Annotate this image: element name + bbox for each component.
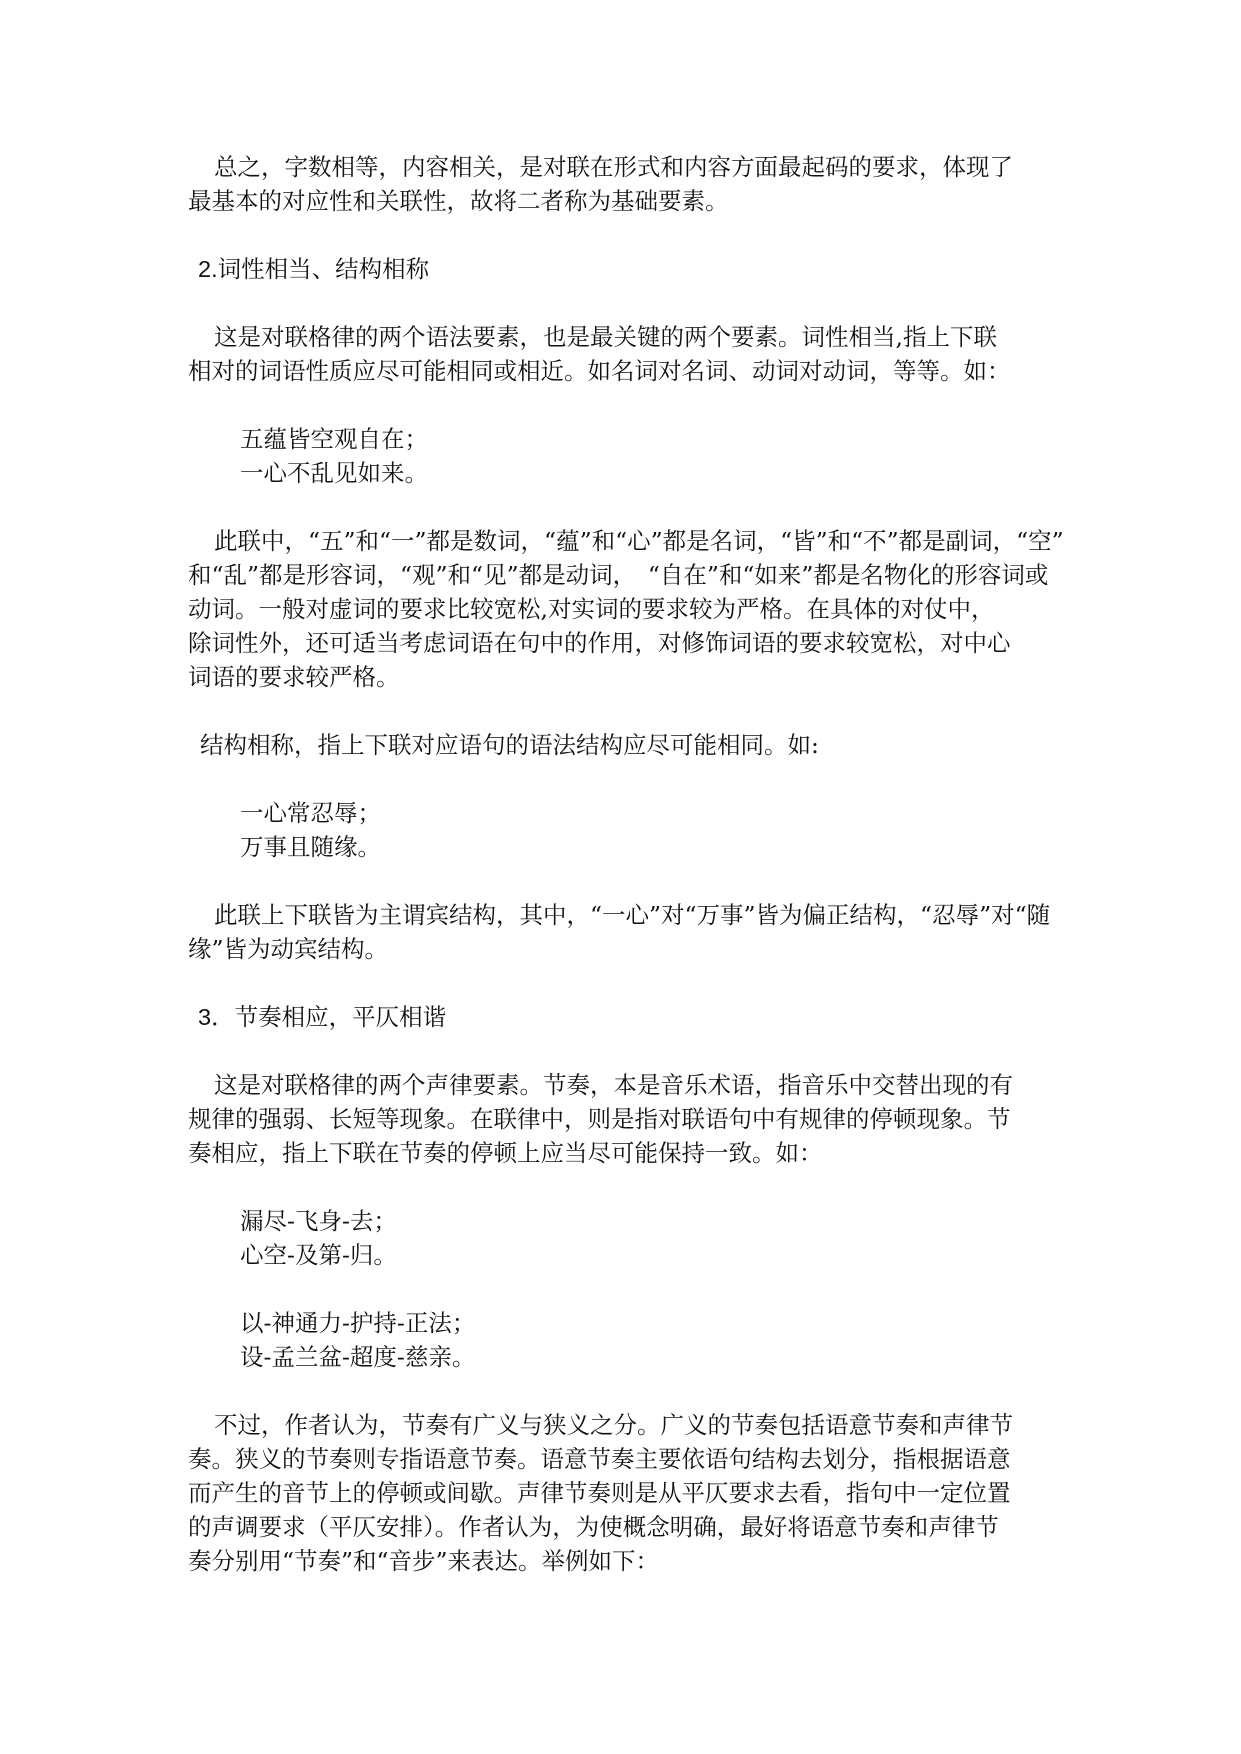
- text-line: 奏分别用“节奏”和“音步”来表达。举例如下：: [188, 1547, 660, 1575]
- couplet-line: 万事且随缘。: [240, 833, 381, 861]
- text-line: 总之，字数相等，内容相关，是对联在形式和内容方面最起码的要求，体现了: [214, 153, 1013, 181]
- couplet-example-2: [188, 796, 1068, 864]
- section-title: 词性相当、结构相称: [217, 255, 430, 283]
- couplet-line: 一心不乱见如来。: [240, 459, 428, 487]
- text-line: 不过，作者认为，节奏有广义与狭义之分。广义的节奏包括语意节奏和声律节: [214, 1411, 1013, 1439]
- section-heading-3: [188, 1000, 1068, 1034]
- text-line: 奏。狭义的节奏则专指语意节奏。语意节奏主要依语句结构去划分，指根据语意: [188, 1445, 1011, 1473]
- text-line: 和“乱”都是形容词，“观”和“见”都是动词， “自在”和“如来”都是名物化的形容词或: [188, 561, 1049, 589]
- text-line: 这是对联格律的两个语法要素，也是最关键的两个要素。词性相当,指上下联: [214, 323, 997, 351]
- paragraph-couplet-analysis: [188, 524, 1068, 694]
- couplet-line: 漏尽-飞身-去；: [240, 1207, 397, 1235]
- paragraph-rhythm-discussion: [188, 1408, 1068, 1578]
- section-title: 节奏相应，平仄相谐: [234, 1003, 447, 1031]
- section-number: 3．: [198, 1004, 235, 1030]
- text-line: 最基本的对应性和关联性，故将二者称为基础要素。: [188, 187, 729, 215]
- couplet-line: 五蕴皆空观自在；: [240, 425, 428, 453]
- paragraph-grammar-elements: [188, 320, 1068, 388]
- couplet-line: 一心常忍辱；: [240, 799, 381, 827]
- couplet-line: 以-神通力-护持-正法；: [240, 1309, 476, 1337]
- text-line: 奏相应，指上下联在节奏的停顿上应当尽可能保持一致。如：: [188, 1139, 823, 1167]
- text-line: 动词。一般对虚词的要求比较宽松,对实词的要求较为严格。在具体的对仗中，: [188, 595, 995, 623]
- section-heading-2: [188, 252, 1068, 286]
- paragraph-summary: [188, 150, 1068, 218]
- couplet-line: 设-孟兰盆-超度-慈亲。: [240, 1343, 476, 1371]
- couplet-example-3: [188, 1204, 1068, 1272]
- paragraph-structure-analysis: [188, 898, 1068, 966]
- couplet-example-4: [188, 1306, 1068, 1374]
- text-line: 结构相称，指上下联对应语句的语法结构应尽可能相同。如:: [200, 731, 819, 759]
- section-number: 2.: [198, 256, 218, 282]
- couplet-example-1: [188, 422, 1068, 490]
- document-page: [188, 150, 1068, 1578]
- text-line: 词语的要求较严格。: [188, 663, 400, 691]
- text-line: 除词性外，还可适当考虑词语在句中的作用，对修饰词语的要求较宽松，对中心: [188, 629, 1011, 657]
- text-line: 此联上下联皆为主谓宾结构，其中，“一心”对“万事”皆为偏正结构，“忍辱”对“随: [214, 901, 1051, 929]
- couplet-line: 心空-及第-归。: [240, 1241, 397, 1269]
- text-line: 相对的词语性质应尽可能相同或相近。如名词对名词、动词对动词，等等。如：: [188, 357, 1011, 385]
- paragraph-rhythm-elements: [188, 1068, 1068, 1170]
- text-line: 此联中，“五”和“一”都是数词，“蕴”和“心”都是名词，“皆”和“不”都是副词，“空”: [214, 527, 1064, 555]
- paragraph-structure: [188, 728, 1068, 762]
- text-line: 缘”皆为动宾结构。: [188, 935, 389, 963]
- text-line: 规律的强弱、长短等现象。在联律中，则是指对联语句中有规律的停顿现象。节: [188, 1105, 1011, 1133]
- text-line: 这是对联格律的两个声律要素。节奏，本是音乐术语，指音乐中交替出现的有: [214, 1071, 1013, 1099]
- text-line: 的声调要求（平仄安排）。作者认为，为使概念明确，最好将语意节奏和声律节: [188, 1513, 999, 1541]
- text-line: 而产生的音节上的停顿或间歇。声律节奏则是从平仄要求去看，指句中一定位置: [188, 1479, 1011, 1507]
